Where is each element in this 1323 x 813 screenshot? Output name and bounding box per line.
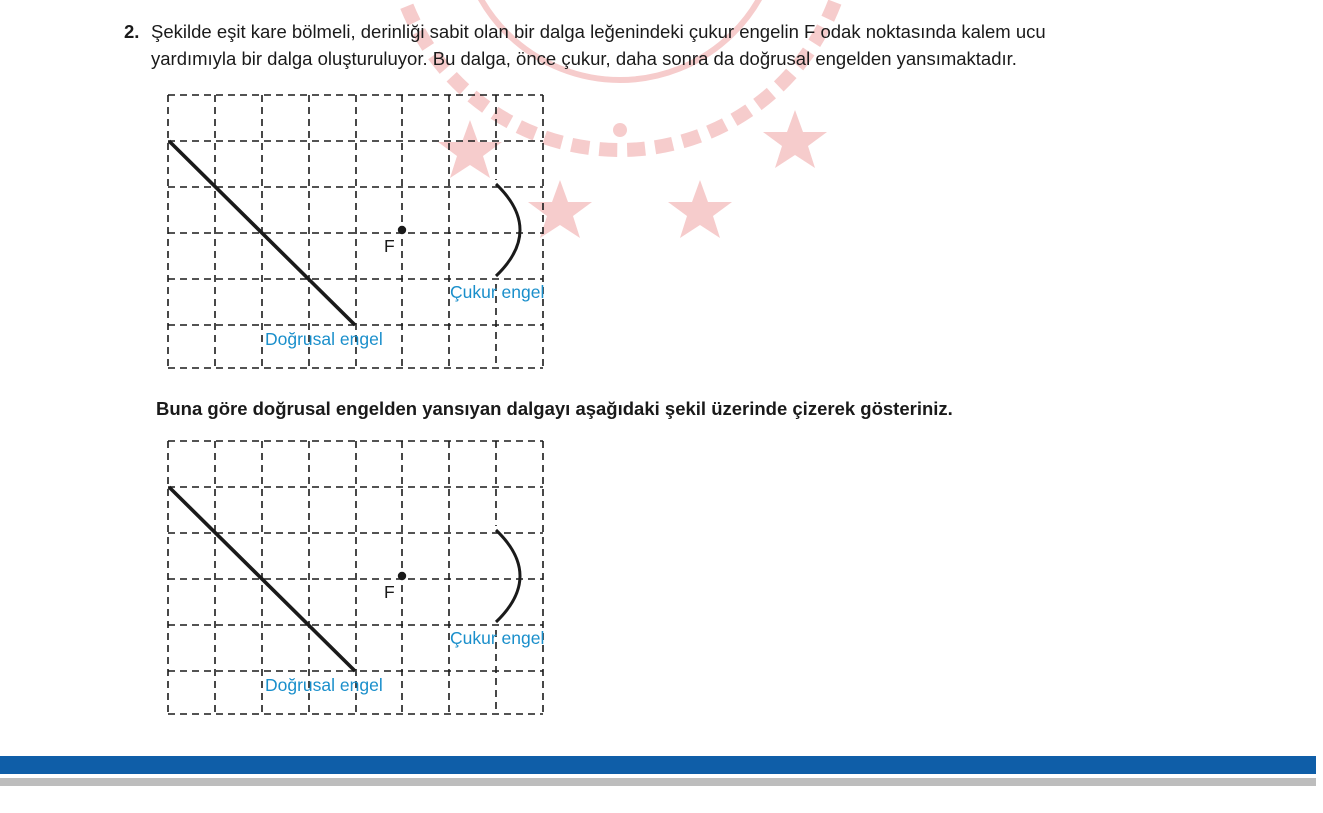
instruction-text: Buna göre doğrusal engelden yansıyan dalgayı aşağıdaki şekil üzerinde çizerek gösteriniz. [156,398,953,419]
figure-bottom [150,434,560,724]
figure-top [150,88,560,378]
focus-point [398,572,406,580]
focus-label: F [384,582,395,602]
straight-barrier-label: Doğrusal engel [265,675,383,695]
footer-gray-bar [0,778,1316,786]
focus-label: F [384,236,395,256]
concave-barrier-label: Çukur engel [450,282,545,302]
concave-barrier [496,184,520,276]
concave-barrier [496,530,520,622]
question-number: 2. [124,21,140,42]
grid-lines [168,441,543,714]
grid-lines [168,95,543,368]
straight-barrier-label: Doğrusal engel [265,329,383,349]
question-line-1: Şekilde eşit kare bölmeli, derinliği sabit olan bir dalga leğenindeki çukur engelin F odak noktasında kalem ucu [151,21,1046,42]
question-text [124,18,1234,72]
footer-blue-bar [0,756,1316,774]
focus-point [398,226,406,234]
question-line-2: yardımıyla bir dalga oluşturuluyor. Bu dalga, önce çukur, daha sonra da doğrusal engelden yansımaktadır. [151,48,1017,69]
concave-barrier-label: Çukur engel [450,628,545,648]
